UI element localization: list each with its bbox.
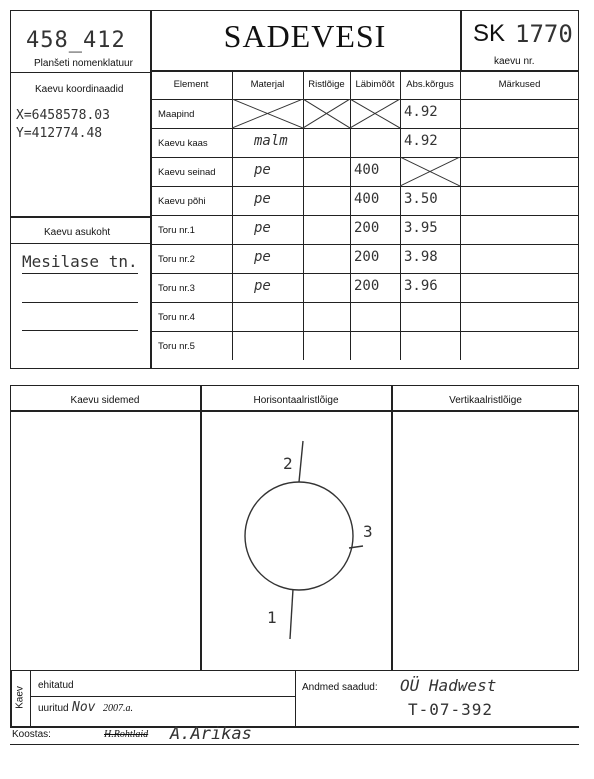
- table-cell-element: Maapind: [158, 109, 195, 120]
- pipe-label-1: 1: [267, 608, 277, 627]
- surveyed-month: Nov: [72, 700, 96, 715]
- fill-line: [22, 330, 138, 331]
- data-received-label: Andmed saadud:: [302, 682, 378, 693]
- well-circle: [245, 482, 353, 590]
- divider: [30, 696, 295, 697]
- table-cell-elevation: 4.92: [404, 104, 438, 120]
- table-cell-element: Toru nr.2: [158, 254, 195, 265]
- divider: [10, 72, 151, 73]
- table-row-divider: [150, 273, 579, 274]
- table-header-cell: Märkused: [498, 79, 541, 90]
- well-number: 1770: [515, 20, 573, 48]
- data-reference: T-07-392: [408, 700, 494, 719]
- page-title: SADEVESI: [223, 18, 387, 54]
- col-header-links: Kaevu sidemed: [70, 395, 140, 406]
- table-cell-element: Toru nr.1: [158, 225, 195, 236]
- coordinate-x: X=6458578.03: [16, 108, 110, 123]
- coordinates-label: Kaevu koordinaadid: [35, 84, 124, 95]
- table-cell-material: pe: [254, 278, 271, 294]
- horizontal-section-sketch: [201, 411, 391, 671]
- data-company: OÜ Hadwest: [400, 676, 497, 695]
- table-header-cell: Element: [173, 79, 209, 90]
- composer-label: Koostas:: [12, 729, 51, 740]
- divider: [391, 385, 393, 671]
- table-cell-material: malm: [254, 133, 288, 149]
- table-header-cell: Abs.kõrgus: [406, 79, 454, 90]
- col-header-vertical: Vertikaalristlõige: [449, 395, 522, 406]
- divider: [10, 744, 579, 745]
- table-cell-elevation: 3.98: [404, 249, 438, 265]
- side-label-kaev: Kaev: [14, 686, 26, 709]
- composer-name: A.Arikas: [170, 724, 252, 744]
- divider: [30, 671, 31, 726]
- well-prefix: SK: [473, 20, 506, 47]
- table-cell-material: pe: [254, 191, 271, 207]
- table-row-divider: [150, 186, 579, 187]
- table-cell-element: Kaevu põhi: [158, 196, 206, 207]
- fill-line: [22, 302, 138, 303]
- table-cell-material: pe: [254, 162, 271, 178]
- table-cell-element: Toru nr.4: [158, 312, 195, 323]
- table-row-divider: [150, 244, 579, 245]
- divider: [10, 216, 151, 218]
- table-cell-elevation: 4.92: [404, 133, 438, 149]
- table-row-divider: [150, 331, 579, 332]
- table-cell-material: pe: [254, 249, 271, 265]
- table-cell-elevation: 3.95: [404, 220, 438, 236]
- table-cell-element: Kaevu seinad: [158, 167, 216, 178]
- pipe-label-3: 3: [363, 522, 373, 541]
- divider: [10, 243, 151, 244]
- table-row-divider: [150, 215, 579, 216]
- sheet-label: Planšeti nomenklatuur: [34, 58, 133, 69]
- table-cell-element: Toru nr.3: [158, 283, 195, 294]
- table-cell-diameter: 400: [354, 191, 380, 207]
- table-cell-diameter: 200: [354, 249, 380, 265]
- table-row-divider: [150, 128, 579, 129]
- table-cell-elevation: 3.50: [404, 191, 438, 207]
- table-cell-elevation: 3.96: [404, 278, 438, 294]
- table-row-divider: [150, 157, 579, 158]
- pipe-label-2: 2: [283, 454, 293, 473]
- divider: [150, 10, 152, 369]
- pipe-3-line: [349, 546, 363, 548]
- table-header-cell: Läbimõõt: [355, 79, 395, 90]
- well-label: kaevu nr.: [494, 56, 535, 67]
- fill-line: [22, 273, 138, 274]
- pipe-1-line: [290, 589, 293, 639]
- col-header-horizontal: Horisontaalristlõige: [253, 395, 339, 406]
- table-header-cell: Materjal: [250, 79, 285, 90]
- location-label: Kaevu asukoht: [44, 227, 111, 238]
- surveyed-year: 2007.a.: [103, 703, 133, 714]
- table-cell-element: Toru nr.5: [158, 341, 195, 352]
- divider: [295, 671, 296, 726]
- table-cell-diameter: 400: [354, 162, 380, 178]
- divider: [460, 10, 462, 70]
- table-header-cell: Ristlõige: [308, 79, 345, 90]
- pipe-2-line: [299, 441, 303, 482]
- divider: [10, 671, 12, 726]
- table-cell-diameter: 200: [354, 278, 380, 294]
- composer-struck: H.Rohtlaid: [104, 729, 149, 740]
- location-value: Mesilase tn.: [22, 252, 138, 271]
- coordinate-y: Y=412774.48: [16, 126, 103, 141]
- sheet-number: 458_412: [26, 28, 126, 53]
- divider: [10, 726, 579, 728]
- table-row-divider: [150, 302, 579, 303]
- table-cell-diameter: 200: [354, 220, 380, 236]
- cross-mark: [303, 99, 350, 128]
- cross-mark: [350, 99, 400, 128]
- table-cell-element: Kaevu kaas: [158, 138, 208, 149]
- cross-mark: [400, 157, 460, 186]
- table-cell-material: pe: [254, 220, 271, 236]
- built-label: ehitatud: [38, 680, 74, 691]
- divider: [150, 70, 579, 72]
- cross-mark: [232, 99, 303, 128]
- surveyed-label: uuritud: [38, 703, 69, 714]
